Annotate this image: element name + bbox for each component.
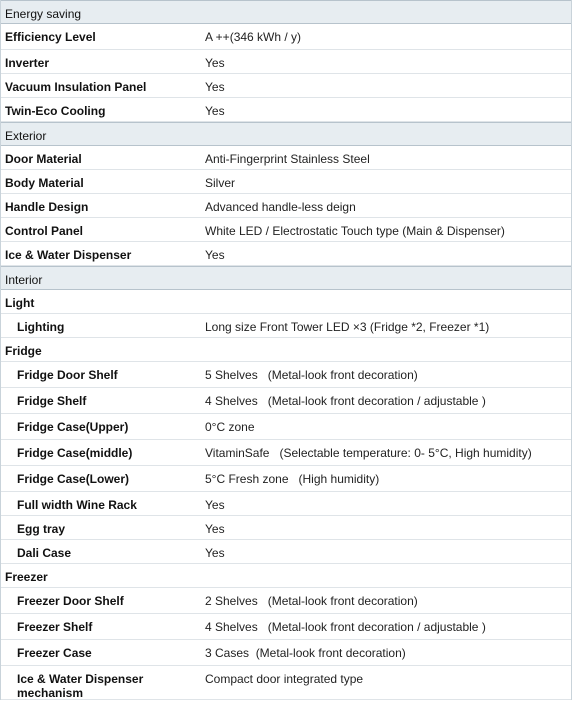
section-header-row bbox=[1, 266, 571, 290]
spec-value: 3 Cases (Metal-look front decoration) bbox=[205, 646, 406, 660]
spec-row bbox=[1, 50, 571, 74]
spec-value: Anti-Fingerprint Stainless Steel bbox=[205, 152, 370, 166]
spec-value: Yes bbox=[205, 546, 225, 560]
spec-label: Freezer Shelf bbox=[17, 620, 93, 634]
spec-label: Freezer Case bbox=[17, 646, 92, 660]
spec-value: White LED / Electrostatic Touch type (Main & Dispenser) bbox=[205, 224, 505, 238]
spec-row bbox=[1, 516, 571, 540]
spec-value: Yes bbox=[205, 56, 225, 70]
spec-value: Yes bbox=[205, 498, 225, 512]
group-title: Light bbox=[5, 296, 35, 310]
spec-row bbox=[1, 492, 571, 516]
section-title: Exterior bbox=[5, 129, 47, 143]
spec-label: Vacuum Insulation Panel bbox=[5, 80, 147, 94]
spec-value: 0°C zone bbox=[205, 420, 255, 434]
spec-value: A ++(346 kWh / y) bbox=[205, 30, 302, 44]
group-header-row bbox=[1, 290, 571, 314]
spec-label: Fridge Door Shelf bbox=[17, 368, 118, 382]
spec-value: Yes bbox=[205, 248, 225, 262]
spec-value: 5°C Fresh zone (High humidity) bbox=[205, 472, 380, 486]
spec-value: Advanced handle-less deign bbox=[205, 200, 356, 214]
spec-value: Compact door integrated type bbox=[205, 672, 364, 686]
spec-row bbox=[1, 414, 571, 440]
spec-label: Door Material bbox=[5, 152, 82, 166]
spec-row bbox=[1, 242, 571, 266]
section-header-row bbox=[1, 122, 571, 146]
spec-value: Long size Front Tower LED ×3 (Fridge *2, Freezer *1) bbox=[205, 320, 490, 334]
spec-label: Handle Design bbox=[5, 200, 89, 214]
spec-label: Freezer Door Shelf bbox=[17, 594, 124, 608]
spec-label: Ice & Water Dispenser bbox=[5, 248, 132, 262]
spec-row bbox=[1, 640, 571, 666]
group-title: Freezer bbox=[5, 570, 48, 584]
spec-label: Dali Case bbox=[17, 546, 72, 560]
spec-row bbox=[1, 314, 571, 338]
spec-row bbox=[1, 98, 571, 122]
spec-row bbox=[1, 466, 571, 492]
section-title: Interior bbox=[5, 273, 43, 287]
spec-row bbox=[1, 194, 571, 218]
spec-label: Full width Wine Rack bbox=[17, 498, 137, 512]
spec-row bbox=[1, 170, 571, 194]
section-title: Energy saving bbox=[5, 7, 82, 21]
spec-label: Fridge Shelf bbox=[17, 394, 87, 408]
spec-label: Control Panel bbox=[5, 224, 84, 238]
spec-row bbox=[1, 24, 571, 50]
spec-row bbox=[1, 588, 571, 614]
spec-label: Fridge Case(Lower) bbox=[17, 472, 130, 486]
spec-row bbox=[1, 146, 571, 170]
spec-label: Fridge Case(middle) bbox=[17, 446, 133, 460]
section-header-row bbox=[1, 0, 571, 24]
spec-value: Yes bbox=[205, 104, 225, 118]
spec-value: 5 Shelves (Metal-look front decoration) bbox=[205, 368, 418, 382]
spec-row bbox=[1, 74, 571, 98]
spec-label: Body Material bbox=[5, 176, 84, 190]
spec-label: Egg tray bbox=[17, 522, 66, 536]
spec-label: Inverter bbox=[5, 56, 50, 70]
spec-row bbox=[1, 218, 571, 242]
spec-value: Silver bbox=[205, 176, 236, 190]
spec-row bbox=[1, 540, 571, 564]
spec-row bbox=[1, 440, 571, 466]
spec-label: Ice & Water Dispenser mechanism bbox=[17, 672, 144, 700]
spec-row bbox=[1, 388, 571, 414]
spec-value: 2 Shelves (Metal-look front decoration) bbox=[205, 594, 418, 608]
spec-value: Yes bbox=[205, 522, 225, 536]
group-header-row bbox=[1, 338, 571, 362]
spec-value: VitaminSafe (Selectable temperature: 0- 5°C, High humidity) bbox=[205, 446, 532, 460]
spec-label: Efficiency Level bbox=[5, 30, 96, 44]
spec-row bbox=[1, 362, 571, 388]
spec-value: 4 Shelves (Metal-look front decoration / adjustable ) bbox=[205, 394, 486, 408]
group-header-row bbox=[1, 564, 571, 588]
spec-row bbox=[1, 614, 571, 640]
spec-row bbox=[1, 666, 571, 700]
group-title: Fridge bbox=[5, 344, 42, 358]
spec-label: Fridge Case(Upper) bbox=[17, 420, 129, 434]
spec-value: Yes bbox=[205, 80, 225, 94]
spec-label: Twin-Eco Cooling bbox=[5, 104, 106, 118]
spec-value: 4 Shelves (Metal-look front decoration / adjustable ) bbox=[205, 620, 486, 634]
spec-label: Lighting bbox=[17, 320, 65, 334]
